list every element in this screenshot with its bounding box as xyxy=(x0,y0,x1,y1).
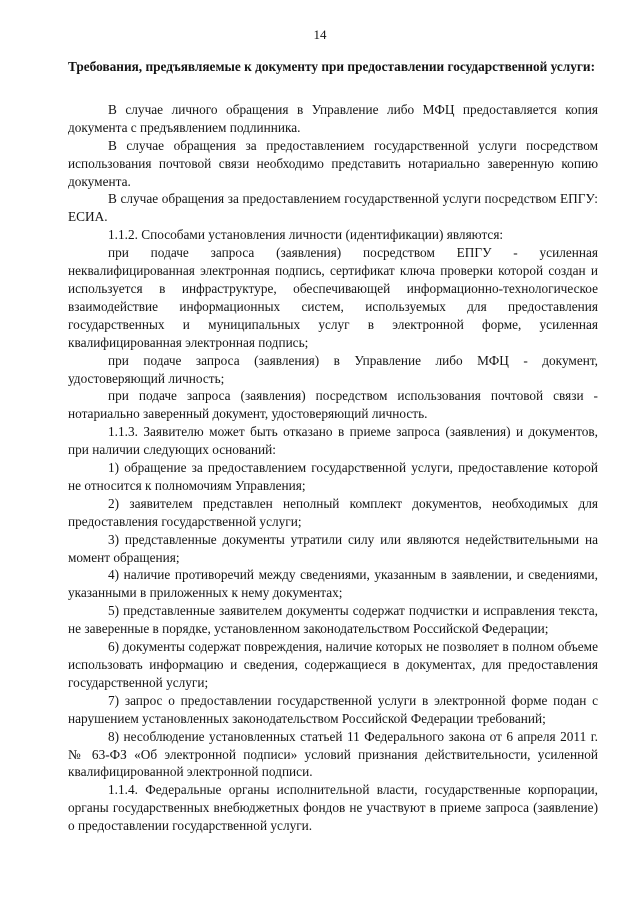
list-item-ground-8: 8) несоблюдение установленных статьей 11 Федерального закона от 6 апреля 2011 г. № 63-ФЗ «Об электронной подписи» условий признания действительности, усиленной квалифицированной электронной подписи. xyxy=(68,728,598,780)
list-item-ground-1: 1) обращение за предоставлением государственной услуги, предоставление которой не относится к полномочиям Управления; xyxy=(68,460,598,493)
page-number: 14 xyxy=(313,27,327,42)
paragraph-identification-postal: при подаче запроса (заявления) посредством использования почтовой связи - нотариально заверенный документ, удостоверяющий личность. xyxy=(68,388,598,422)
section-heading: Требования, предъявляемые к документу при предоставлении государственной услуги: xyxy=(68,59,596,74)
list-item-ground-5: 5) представленные заявителем документы содержат подчистки и исправления текста, не заверенные в порядке, установленном законодательством Российской Федерации; xyxy=(68,603,598,637)
list-item-ground-2: 2) заявителем представлен неполный комплект документов, необходимых для предоставления государственной услуги; xyxy=(68,495,598,529)
paragraph-copy-postal: В случае обращения за предоставлением государственной услуги посредством использования почтовой связи необходимо представить нотариально заверенную копию документа. xyxy=(68,137,598,189)
paragraph-copy-personal: В случае личного обращения в Управление либо МФЦ предоставляется копия документа с предъявлением подлинника. xyxy=(68,101,598,135)
list-item-ground-3: 3) представленные документы утратили силу или являются недействительными на момент обращения; xyxy=(68,531,598,565)
paragraph-copy-epgu: В случае обращения за предоставлением государственной услуги посредством ЕПГУ: ЕСИА. xyxy=(68,191,598,225)
paragraph-federal-bodies: 1.1.4. Федеральные органы исполнительной власти, государственные корпорации, органы государственных внебюджетных фондов не участвуют в приеме запроса (заявление) о предоставлении государственной услуги. xyxy=(68,782,598,834)
list-item-ground-4: 4) наличие противоречий между сведениями, указанным в заявлении, и сведениями, указанными в приложенных к нему документах; xyxy=(68,567,598,601)
list-item-ground-7: 7) запрос о предоставлении государственной услуги в электронной форме подан с нарушением установленных законодательством Российской Федерации требований; xyxy=(68,692,598,726)
paragraph-identification-methods: 1.1.2. Способами установления личности (идентификации) являются: xyxy=(108,227,504,243)
paragraph-identification-epgu: при подаче запроса (заявления) посредством ЕПГУ - усиленная неквалифицированная электронная подпись, сертификат ключа проверки которой создан и используется в инфраструктуре, обеспечивающей информационно-технологическое взаимодействие информационных систем, используемых для предоставления государственных и муниципальных услуг в электронной форме, усиленная квалифицированная электронная подпись; xyxy=(68,245,598,350)
list-item-ground-6: 6) документы содержат повреждения, наличие которых не позволяет в полном объеме использовать информацию и сведения, содержащиеся в документах, для предоставления государственной услуги; xyxy=(68,639,598,690)
document-body xyxy=(68,58,598,835)
paragraph-refusal-grounds: 1.1.3. Заявителю может быть отказано в приеме запроса (заявления) и документов, при наличии следующих оснований: xyxy=(68,424,598,458)
paragraph-identification-office: при подаче запроса (заявления) в Управление либо МФЦ - документ, удостоверяющий личность; xyxy=(68,352,598,386)
